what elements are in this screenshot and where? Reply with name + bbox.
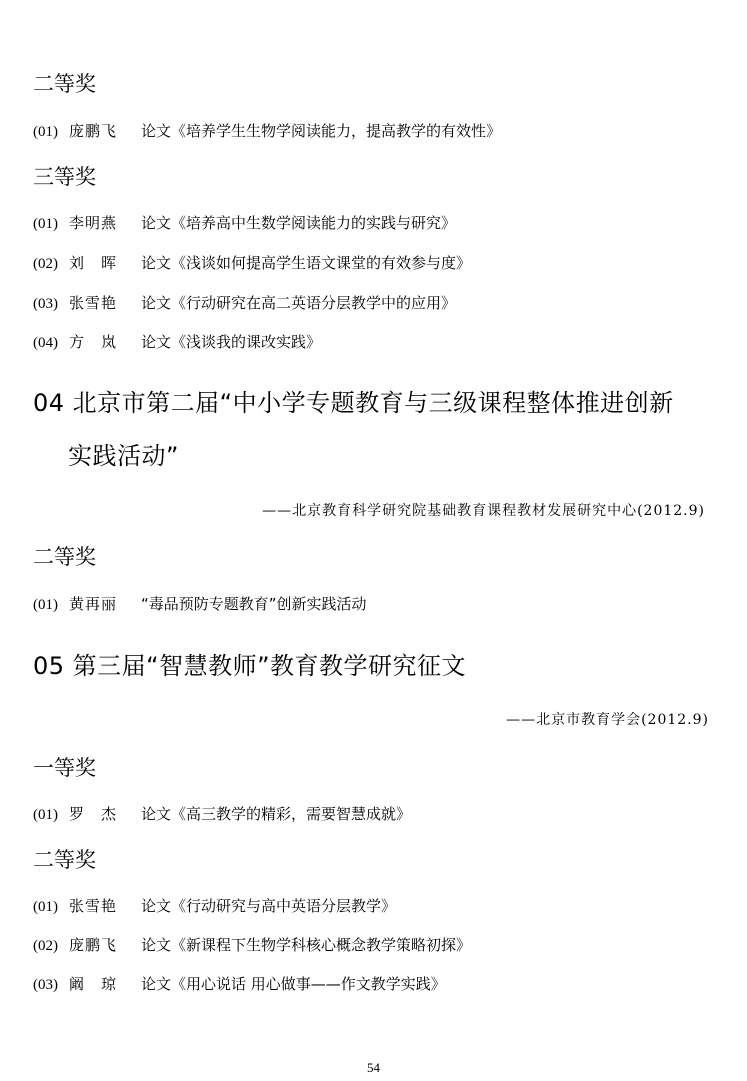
list-item <box>33 934 471 955</box>
entry-name: 庞鹏飞 <box>69 122 118 140</box>
entry-number: (02) <box>33 256 58 272</box>
award-heading: 二等奖 <box>33 848 96 872</box>
entry-name: 庞鹏飞 <box>69 936 118 954</box>
entry-title: “毒品预防专题教育”创新实践活动 <box>141 595 367 613</box>
entry-title: 论文《高三教学的精彩，需要智慧成就》 <box>141 805 412 823</box>
entry-title: 论文《浅谈如何提高学生语文课堂的有效参与度》 <box>141 254 472 272</box>
list-item <box>33 331 321 352</box>
award-heading: 一等奖 <box>33 756 96 780</box>
entry-title: 论文《行动研究在高二英语分层教学中的应用》 <box>141 294 457 312</box>
entry-number: (04) <box>33 335 58 351</box>
entry-number: (01) <box>33 597 58 613</box>
entry-name: 黄再丽 <box>69 595 118 613</box>
entry-title: 论文《行动研究与高中英语分层教学》 <box>141 897 397 915</box>
entry-number: (01) <box>33 899 58 915</box>
list-item <box>33 973 446 994</box>
entry-title: 论文《培养高中生数学阅读能力的实践与研究》 <box>141 214 457 232</box>
entry-title: 论文《浅谈我的课改实践》 <box>141 333 322 351</box>
entry-number: (02) <box>33 938 58 954</box>
entry-number: (03) <box>33 977 58 993</box>
list-item <box>33 212 456 233</box>
award-heading: 二等奖 <box>33 72 96 96</box>
section-source: ——北京教育科学研究院基础教育课程教材发展研究中心(2012.9) <box>262 503 705 519</box>
entry-title: 论文《培养学生生物学阅读能力，提高教学的有效性》 <box>141 122 502 140</box>
entry-number: (01) <box>33 216 58 232</box>
section-title-continued: 实践活动” <box>68 442 179 470</box>
list-item <box>33 593 367 614</box>
section-title: 05 第三届“智慧教师”教育教学研究征文 <box>33 652 467 680</box>
entry-number: (01) <box>33 124 58 140</box>
entry-name: 李明燕 <box>69 214 118 232</box>
list-item <box>33 803 411 824</box>
list-item <box>33 292 456 313</box>
entry-name: 张雪艳 <box>69 294 118 312</box>
entry-name: 罗 杰 <box>69 805 118 823</box>
list-item <box>33 895 396 916</box>
list-item <box>33 120 501 141</box>
entry-title: 论文《用心说话 用心做事——作文教学实践》 <box>141 975 446 993</box>
list-item <box>33 252 471 273</box>
entry-name: 阚 琼 <box>69 975 118 993</box>
entry-number: (01) <box>33 807 58 823</box>
award-heading: 二等奖 <box>33 545 96 569</box>
section-source: ——北京市教育学会(2012.9) <box>506 712 709 728</box>
entry-title: 论文《新课程下生物学科核心概念教学策略初探》 <box>141 936 472 954</box>
page-number: 54 <box>367 1060 380 1075</box>
entry-name: 方 岚 <box>69 333 118 351</box>
section-title: 04 北京市第二届“中小学专题教育与三级课程整体推进创新 <box>33 389 674 417</box>
entry-number: (03) <box>33 296 58 312</box>
award-heading: 三等奖 <box>33 165 96 189</box>
entry-name: 张雪艳 <box>69 897 118 915</box>
entry-name: 刘 晖 <box>69 254 118 272</box>
